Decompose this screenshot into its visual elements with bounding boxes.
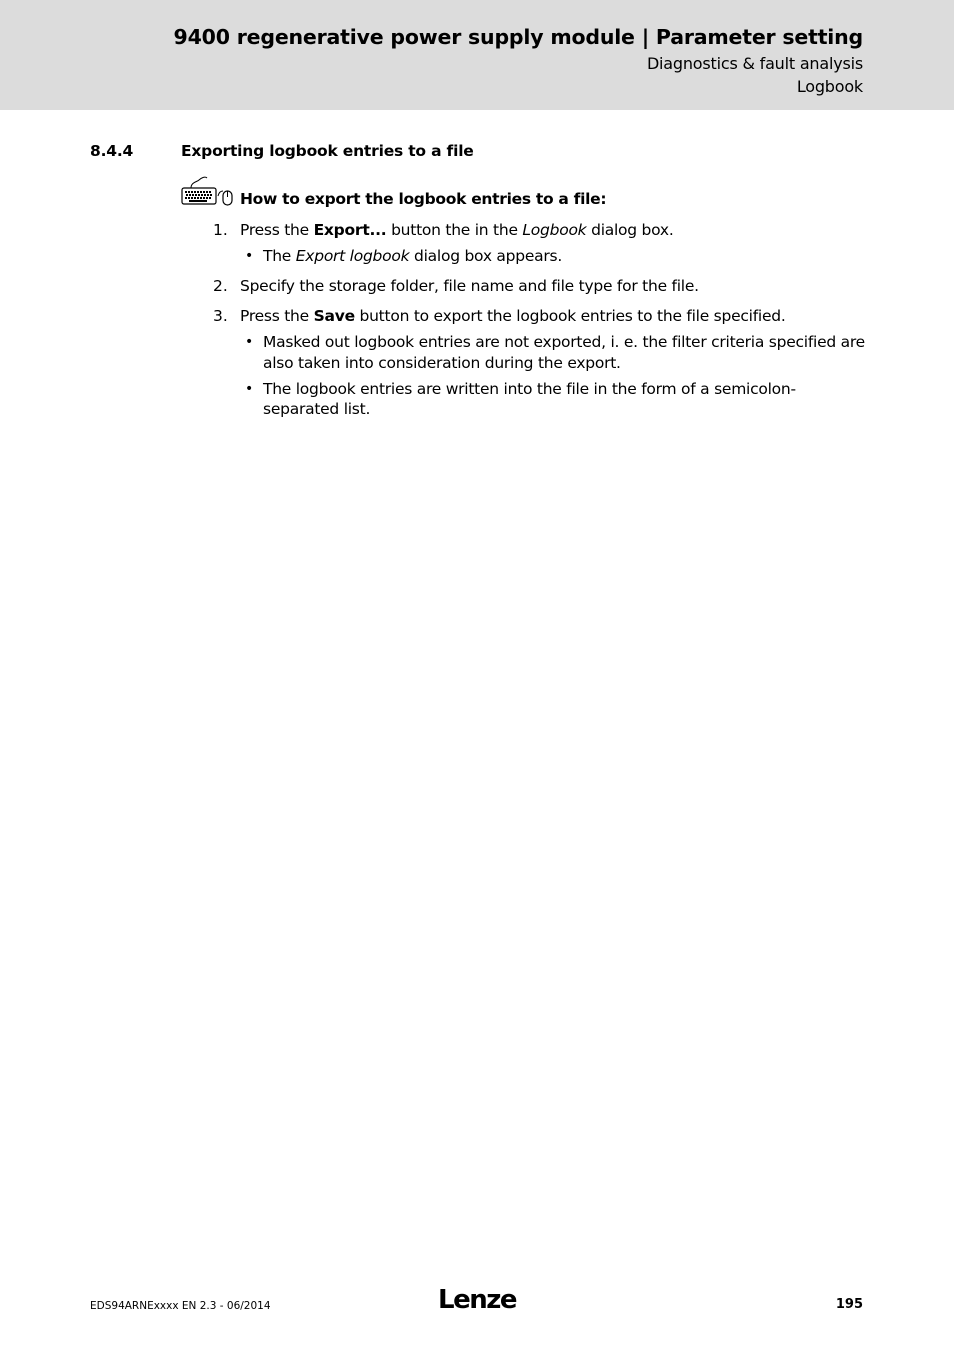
keyboard-mouse-icon [181,176,235,208]
page-header [0,0,954,110]
section-title: Exporting logbook entries to a file [181,142,474,160]
howto-heading: How to export the logbook entries to a file: [240,190,607,208]
step-3-bullet-2-line-2: separated list. [263,400,371,418]
footer-document-id: EDS94ARNExxxx EN 2.3 - 06/2014 [90,1300,271,1312]
step-2-text: Specify the storage folder, file name and file type for the file. [240,277,699,295]
step-1-number: 1. [213,221,228,239]
step-2-number: 2. [213,277,228,295]
step-1-text: Press the Export... button the in the Logbook dialog box. [240,221,674,239]
header-subtitle-chapter: Diagnostics & fault analysis [646,54,863,73]
step-3-bullet-1-line-1: Masked out logbook entries are not exported, i. e. the filter criteria specified are [263,333,865,351]
bullet-marker: • [245,381,254,397]
bullet-marker: • [245,334,254,350]
header-title: 9400 regenerative power supply module | Parameter setting [173,25,863,49]
step-3-bullet-2-line-1: The logbook entries are written into the file in the form of a semicolon- [263,380,796,398]
step-1-bullet-1: The Export logbook dialog box appears. [263,247,563,265]
lenze-logo [437,1286,517,1312]
header-subtitle-section: Logbook [796,77,863,96]
step-3-bullet-1-line-2: also taken into consideration during the export. [263,354,621,372]
svg-text:Lenze: Lenze [438,1286,516,1312]
step-3-text: Press the Save button to export the logbook entries to the file specified. [240,307,786,325]
section-number: 8.4.4 [90,142,134,160]
step-3-number: 3. [213,307,228,325]
page-number: 195 [835,1297,863,1312]
bullet-marker: • [245,248,254,264]
